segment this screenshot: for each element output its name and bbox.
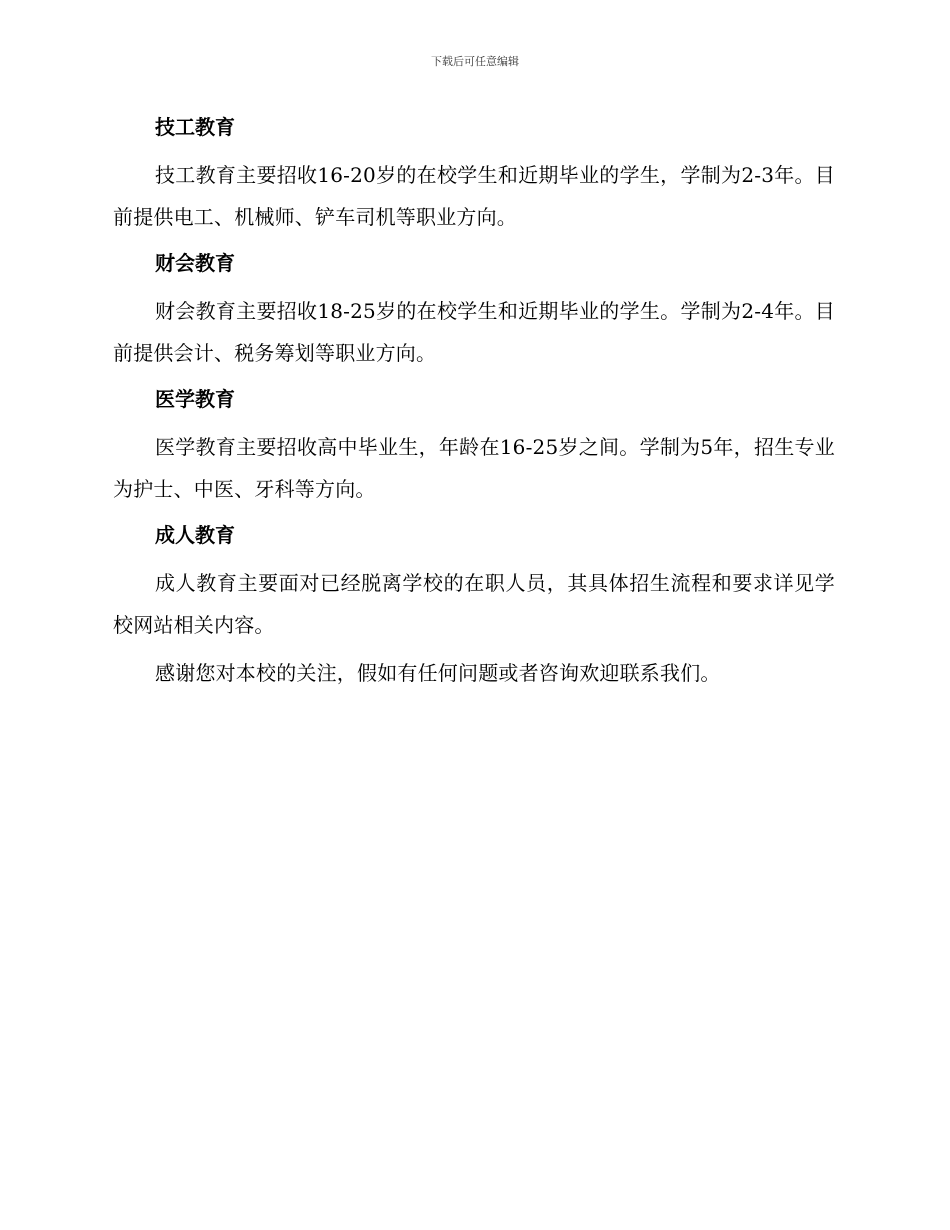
section-paragraph: 医学教育主要招收高中毕业生，年龄在16-25岁之间。学制为5年，招生专业为护士、中医、牙科等方向。 — [113, 435, 835, 501]
section-paragraph: 技工教育主要招收16-20岁的在校学生和近期毕业的学生，学制为2-3年。目前提供电工、机械师、铲车司机等职业方向。 — [113, 163, 835, 229]
section-paragraph: 成人教育主要面对已经脱离学校的在职人员，其具体招生流程和要求详见学校网站相关内容。 — [113, 571, 835, 637]
section-heading: 财会教育 — [155, 251, 235, 275]
document-body — [113, 108, 835, 694]
section-accounting-education — [113, 244, 835, 374]
closing-paragraph: 感谢您对本校的关注，假如有任何问题或者咨询欢迎联系我们。 — [155, 661, 721, 685]
section-medical-education — [113, 380, 835, 510]
section-technical-education — [113, 108, 835, 238]
section-heading: 成人教育 — [155, 523, 235, 547]
section-paragraph: 财会教育主要招收18-25岁的在校学生和近期毕业的学生。学制为2-4年。目前提供会计、税务筹划等职业方向。 — [113, 299, 835, 365]
page-header-note: 下载后可任意编辑 — [431, 55, 519, 68]
section-adult-education — [113, 516, 835, 646]
section-heading: 医学教育 — [155, 387, 235, 411]
section-heading: 技工教育 — [155, 115, 235, 139]
